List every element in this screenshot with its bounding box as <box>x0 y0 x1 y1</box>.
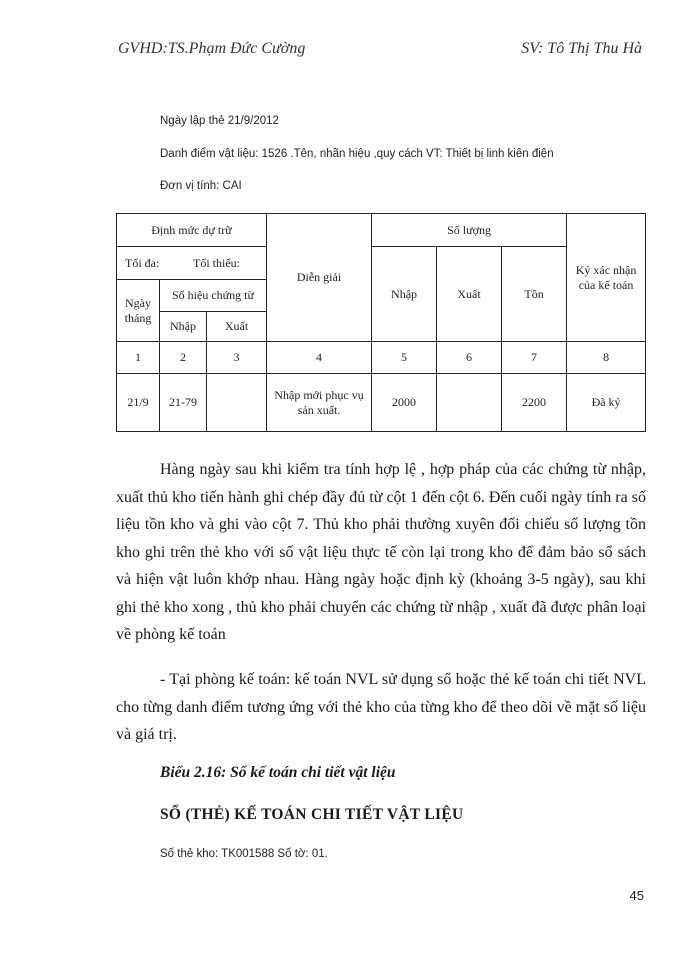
cell-so-nhap: 21-79 <box>160 374 207 432</box>
header-so-luong: Số lượng <box>372 214 567 247</box>
toi-da-toi-thieu-cell <box>117 247 267 280</box>
paragraph-2: - Tại phòng kế toán: kế toán NVL sử dụng sổ hoặc thẻ kế toán chi tiết NVL cho từng danh điểm tương ứng với thẻ kho của từng kho để theo dõi về mặt số liệu và giá trị. <box>116 671 646 743</box>
header-instructor: GVHD:TS.Phạm Đức Cường <box>118 40 306 57</box>
header-dien-giai: Diễn giải <box>267 214 372 342</box>
col-number: 4 <box>267 342 372 374</box>
header-ton: Tồn <box>502 247 567 342</box>
header-ky-xac-nhan: Ký xác nhận của kế toán <box>567 214 646 342</box>
figure-caption: Biểu 2.16: Sổ kế toán chi tiết vật liệu <box>160 764 396 781</box>
col-number: 7 <box>502 342 567 374</box>
col-number: 2 <box>160 342 207 374</box>
header-nhap: Nhập <box>372 247 437 342</box>
header-so-hieu: Số hiệu chứng từ <box>160 280 267 312</box>
card-unit: Đơn vị tính: CAI <box>160 180 242 192</box>
header-so-hieu-nhap: Nhập <box>160 312 207 342</box>
table-row <box>117 374 646 432</box>
toi-da-label: Tối đa: <box>125 255 160 270</box>
card-item: Danh điểm vật liệu: 1526 .Tên, nhãn hiệu ,quy cách VT: Thiết bị linh kiên điện <box>160 148 554 160</box>
card-date: Ngày lập thẻ 21/9/2012 <box>160 115 279 127</box>
cell-dien-giai: Nhập mới phục vụ sản xuất. <box>267 374 372 432</box>
stock-card-table <box>116 213 646 432</box>
col-number: 6 <box>437 342 502 374</box>
cell-xuat <box>437 374 502 432</box>
col-number: 5 <box>372 342 437 374</box>
card-number-line: Số thẻ kho: TK001588 Số tờ: 01. <box>160 848 328 860</box>
header-ngay-thang: Ngày tháng <box>117 280 160 342</box>
col-number: 3 <box>207 342 267 374</box>
section-title: SỔ (THẺ) KẾ TOÁN CHI TIẾT VẬT LIỆU <box>160 806 464 823</box>
col-number: 1 <box>117 342 160 374</box>
header-xuat: Xuất <box>437 247 502 342</box>
cell-so-xuat <box>207 374 267 432</box>
cell-ngay: 21/9 <box>117 374 160 432</box>
cell-nhap: 2000 <box>372 374 437 432</box>
page-number: 45 <box>629 888 644 903</box>
header-so-hieu-xuat: Xuất <box>207 312 267 342</box>
col-number: 8 <box>567 342 646 374</box>
cell-ton: 2200 <box>502 374 567 432</box>
header-student: SV: Tô Thị Thu Hà <box>521 40 642 57</box>
paragraph-1: Hàng ngày sau khi kiểm tra tính hợp lệ , hợp pháp của các chứng từ nhập, xuất thủ kho tiến hành ghi chép đầy đủ từ cột 1 đến cột 6. Đến cuối ngày tính ra số liệu tồn kho và ghi vào cột 7. Thủ kho phải thường xuyên đối chiếu số lượng tồn kho ghi trên thẻ kho với số vật liệu thực tế còn lại trong kho để đảm bảo sổ sách và hiện vật luôn khớp nhau. Hàng ngày hoặc định kỳ (khoảng 3-5 ngày), sau khi ghi thẻ kho xong , thủ kho phải chuyển các chứng từ nhập , xuất đã được phân loại về phòng kế toán <box>116 461 646 643</box>
toi-thieu-label: Tối thiểu: <box>193 255 240 270</box>
cell-ky: Đã ký <box>567 374 646 432</box>
header-dinh-muc: Định mức dự trữ <box>117 214 267 247</box>
column-number-row <box>117 342 646 374</box>
